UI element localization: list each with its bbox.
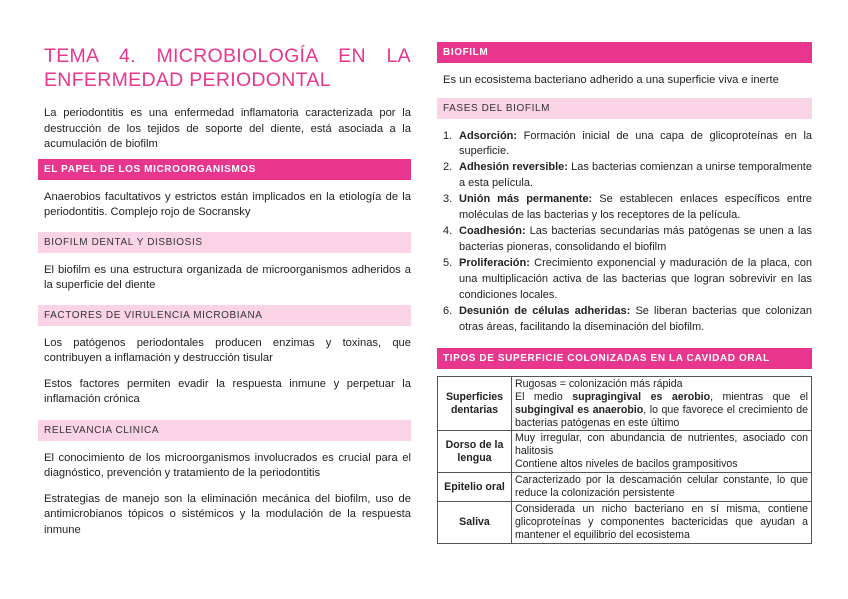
section-header-surfaces: TIPOS DE SUPERFICIE COLONIZADAS EN LA CAVIDAD ORAL [437,348,812,369]
right-column [437,40,812,544]
phase-item: 1. Adsorción: Formación inicial de una capa de glicoproteínas en la superficie. [443,129,812,158]
table-row [438,431,812,473]
clinical-text-1: El conocimiento de los microorganismos involucrados es crucial para el diagnóstico, prevención y tratamiento de la periodontitis [44,451,411,479]
phases-list [437,129,812,336]
page-title-line1: TEMA 4. MICROBIOLOGÍA EN LA [44,45,411,67]
row-description: Considerada un nicho bacteriano en sí misma, contiene glicoproteínas y componentes bactericidas que ayudan a mantener el equilibrio del ecosistema [512,501,812,543]
virulence-text-2: Estos factores permiten evadir la respuesta inmune y perpetuar la inflamación crónica [44,377,411,405]
phase-item: 3. Unión más permanente: Se establecen enlaces específicos entre moléculas de las bacterias y los receptores de la película. [443,193,812,222]
section-header-virulence: FACTORES DE VIRULENCIA MICROBIANA [38,305,411,326]
clinical-text-2: Estrategias de manejo son la eliminación mecánica del biofilm, uso de antimicrobianos tópicos o sistémicos y la modulación de la respuesta inmune [44,492,411,536]
table-row [438,501,812,543]
row-description: Caracterizado por la descamación celular constante, lo que reduce la colonización persistente [512,473,812,502]
phase-item: 4. Coadhesión: Las bacterias secundarias más patógenas se unen a las bacterias pioneras, consolidando el biofilm [443,225,812,254]
row-label: Superficies dentarias [438,376,512,431]
table-row [438,376,812,431]
left-column [38,40,411,538]
phase-item: 5. Proliferación: Crecimiento exponencial y maduración de la placa, con una multiplicación activa de las bacterias que logran sobrevivir en las condiciones locales. [443,257,812,302]
section-header-clinical: RELEVANCIA CLINICA [38,420,411,441]
section-header-microorganisms: EL PAPEL DE LOS MICROORGANISMOS [38,159,411,180]
microorganisms-text: Anaerobios facultativos y estrictos están implicados en la etiología de la periodontitis. Complejo rojo de Socransky [44,190,411,218]
biofilm-dysbiosis-text: El biofilm es una estructura organizada de microorganismos adheridos a la superficie del diente [44,263,411,291]
phase-item: 6. Desunión de células adheridas: Se liberan bacterias que colonizan otras áreas, facilitando la diseminación del biofilm. [443,305,812,334]
row-label: Saliva [438,501,512,543]
surfaces-table [437,376,812,544]
virulence-text-1: Los patógenos periodontales producen enzimas y toxinas, que contribuyen a inflamación y destrucción tisular [44,336,411,364]
section-header-biofilm: BIOFILM [437,42,812,63]
row-label: Epitelio oral [438,473,512,502]
table-row [438,473,812,502]
section-header-phases: FASES DEL BIOFILM [437,98,812,119]
row-description: Rugosas = colonización más rápida El medio supragingival es aerobio, mientras que el subgingival es anaerobio, lo que favorece el crecimiento de bacterias patógenas en este último [512,376,812,431]
row-label: Dorso de la lengua [438,431,512,473]
page-title-line2: ENFERMEDAD PERIODONTAL [44,69,331,91]
row-description: Muy irregular, con abundancia de nutrientes, asociado con halitosis Contiene altos niveles de bacilos grampositivos [512,431,812,473]
section-header-biofilm-dysbiosis: BIOFILM DENTAL Y DISBIOSIS [38,232,411,253]
biofilm-definition: Es un ecosistema bacteriano adherido a una superficie viva e inerte [443,74,779,86]
intro-paragraph: La periodontitis es una enfermedad inflamatoria caracterizada por la destrucción de los tejidos de soporte del diente, está asociada a la acumulación de biofilm [44,107,411,150]
phase-item: 2. Adhesión reversible: Las bacterias comienzan a unirse temporalmente a esta película. [443,161,812,190]
